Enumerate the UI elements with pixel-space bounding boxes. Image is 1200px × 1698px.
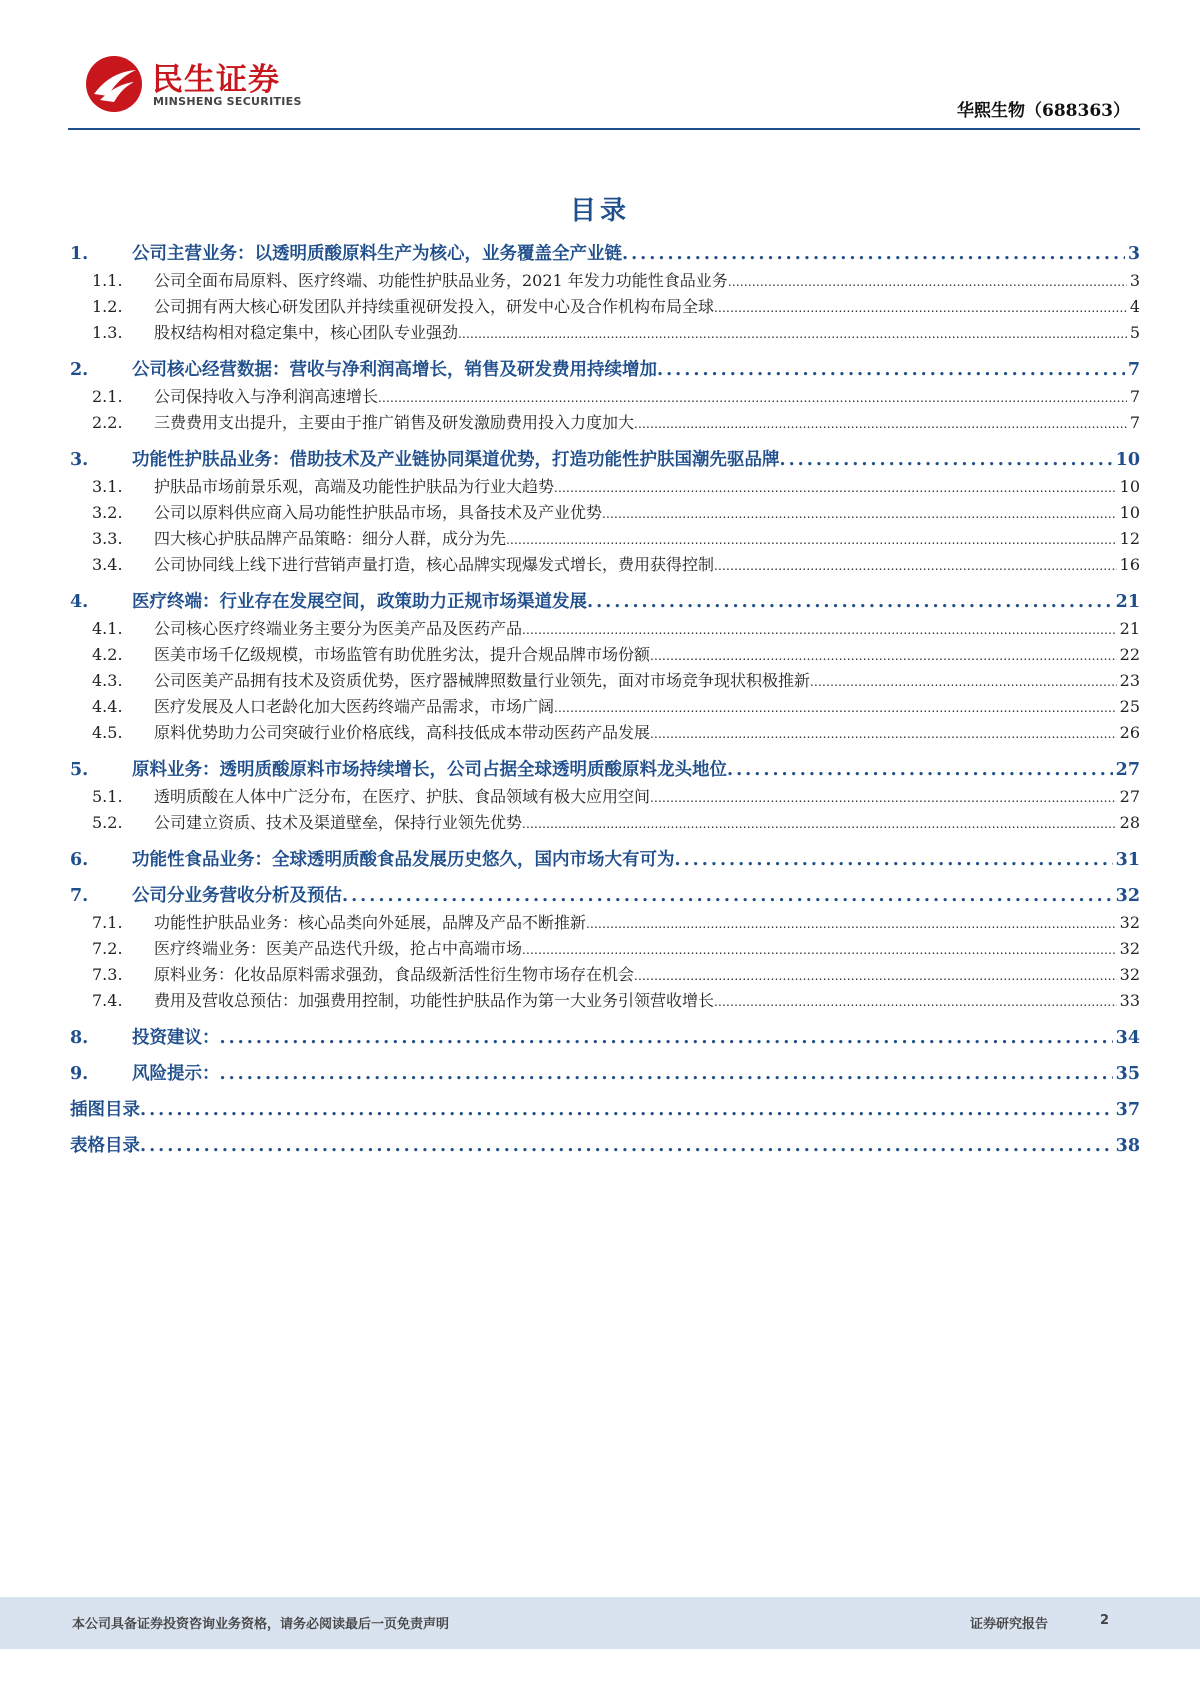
toc-subsection-number: 2.2.	[92, 413, 123, 432]
toc-section-entry[interactable]	[70, 1132, 1140, 1158]
toc-section-label: 公司主营业务：以透明质酸原料生产为核心，业务覆盖全产业链	[132, 244, 622, 264]
toc-subsection-page: 32	[1119, 965, 1140, 984]
toc-subsection-number: 4.2.	[92, 645, 123, 664]
toc-section-number: 3.	[70, 450, 89, 470]
toc-dot-leader	[378, 391, 1127, 405]
toc-subsection-number: 4.5.	[92, 723, 123, 742]
toc-section-number: 7.	[70, 886, 89, 906]
toc-subsection-page: 26	[1119, 723, 1140, 742]
toc-dot-leader	[714, 559, 1117, 573]
toc-section-page: 38	[1115, 1136, 1140, 1156]
toc-subsection-number: 7.2.	[92, 939, 123, 958]
toc-subsection-label: 公司协同线上线下进行营销声量打造，核心品牌实现爆发式增长，费用获得控制	[154, 555, 715, 574]
toc-section-label: 功能性护肤品业务：借助技术及产业链协同渠道优势，打造功能性护肤国潮先驱品牌	[132, 450, 780, 470]
toc-subsection-page: 12	[1119, 529, 1140, 548]
toc-dot-leader	[554, 481, 1117, 495]
toc-subsection-label: 原料优势助力公司突破行业价格底线，高科技低成本带动医药产品发展	[154, 723, 651, 742]
toc-dot-leader	[602, 507, 1117, 521]
toc-subsection-page: 27	[1119, 787, 1140, 806]
toc-section-number: 6.	[70, 850, 89, 870]
toc-dot-leader	[506, 533, 1117, 547]
toc-section-page: 27	[1115, 760, 1140, 780]
toc-section-number: 1.	[70, 244, 89, 264]
toc-section-label: 投资建议：	[132, 1028, 220, 1048]
toc-subsection-page: 10	[1119, 477, 1140, 496]
toc-section-page: 3	[1127, 244, 1140, 264]
toc-subsection-number: 4.4.	[92, 697, 123, 716]
toc-subsection-entry[interactable]	[92, 500, 1140, 526]
toc-subsection-entry[interactable]	[92, 474, 1140, 500]
toc-dot-leader	[522, 817, 1117, 831]
toc-subsection-label: 公司拥有两大核心研发团队并持续重视研发投入，研发中心及合作机构布局全球	[154, 297, 715, 316]
toc-section-entry[interactable]	[70, 240, 1140, 266]
toc-subsection-label: 护肤品市场前景乐观，高端及功能性护肤品为行业大趋势	[154, 477, 555, 496]
toc-subsection-label: 透明质酸在人体中广泛分布，在医疗、护肤、食品领域有极大应用空间	[154, 787, 651, 806]
toc-subsection-entry[interactable]	[92, 694, 1140, 720]
toc-dot-leader	[140, 1100, 1113, 1120]
logo-text-cn: 民生证券	[152, 62, 280, 98]
toc-subsection-page: 23	[1119, 671, 1140, 690]
toc-subsection-number: 1.2.	[92, 297, 123, 316]
toc-subsection-label: 原料业务：化妆品原料需求强劲，食品级新活性衍生物市场存在机会	[154, 965, 635, 984]
toc-dot-leader	[650, 727, 1117, 741]
toc-dot-leader	[522, 943, 1117, 957]
toc-subsection-number: 4.3.	[92, 671, 123, 690]
toc-section-entry[interactable]	[70, 1060, 1140, 1086]
page-header	[68, 50, 1140, 128]
toc-section-number: 4.	[70, 592, 89, 612]
toc-subsection-page: 4	[1129, 297, 1140, 316]
table-of-contents	[70, 240, 1140, 1160]
toc-subsection-page: 7	[1129, 413, 1140, 432]
toc-dot-leader	[458, 327, 1127, 341]
toc-section-entry[interactable]	[70, 588, 1140, 614]
toc-dot-leader	[586, 917, 1117, 931]
toc-subsection-number: 1.3.	[92, 323, 123, 342]
toc-section-page: 35	[1115, 1064, 1140, 1084]
toc-dot-leader	[650, 649, 1117, 663]
toc-subsection-number: 7.1.	[92, 913, 123, 932]
toc-subsection-label: 医疗发展及人口老龄化加大医药终端产品需求，市场广阔	[154, 697, 555, 716]
toc-subsection-label: 公司全面布局原料、医疗终端、功能性护肤品业务，2021 年发力功能性食品业务	[154, 271, 728, 290]
toc-subsection-entry[interactable]	[92, 384, 1140, 410]
toc-dot-leader	[810, 675, 1117, 689]
page-number: 2	[1100, 1613, 1110, 1628]
toc-subsection-page: 25	[1119, 697, 1140, 716]
toc-subsection-label: 公司以原料供应商入局功能性护肤品市场，具备技术及产业优势	[154, 503, 603, 522]
toc-dot-leader	[220, 1064, 1113, 1084]
toc-subsection-number: 7.3.	[92, 965, 123, 984]
toc-subsection-number: 5.1.	[92, 787, 123, 806]
toc-subsection-entry[interactable]	[92, 268, 1140, 294]
toc-subsection-entry[interactable]	[92, 988, 1140, 1014]
toc-section-label: 医疗终端：行业存在发展空间，政策助力正规市场渠道发展	[132, 592, 587, 612]
toc-subsection-entry[interactable]	[92, 810, 1140, 836]
toc-section-label: 插图目录	[70, 1100, 140, 1120]
toc-subsection-number: 3.1.	[92, 477, 123, 496]
toc-section-label: 原料业务：透明质酸原料市场持续增长，公司占据全球透明质酸原料龙头地位	[132, 760, 727, 780]
toc-dot-leader	[140, 1136, 1113, 1156]
toc-dot-leader	[727, 760, 1113, 780]
toc-dot-leader	[554, 701, 1117, 715]
toc-subsection-entry[interactable]	[92, 784, 1140, 810]
toc-dot-leader	[342, 886, 1113, 906]
toc-subsection-page: 22	[1119, 645, 1140, 664]
toc-dot-leader	[634, 417, 1127, 431]
toc-dot-leader	[650, 791, 1117, 805]
toc-subsection-page: 32	[1119, 939, 1140, 958]
toc-subsection-number: 4.1.	[92, 619, 123, 638]
toc-section-number: 5.	[70, 760, 89, 780]
toc-subsection-number: 7.4.	[92, 991, 123, 1010]
toc-dot-leader	[675, 850, 1113, 870]
toc-subsection-number: 3.4.	[92, 555, 123, 574]
toc-dot-leader	[728, 275, 1127, 289]
toc-subsection-label: 三费费用支出提升，主要由于推广销售及研发激励费用投入力度加大	[154, 413, 635, 432]
toc-section-number: 2.	[70, 360, 89, 380]
toc-section-entry[interactable]	[70, 756, 1140, 782]
logo-text-en: MINSHENG SECURITIES	[153, 95, 302, 108]
toc-subsection-number: 2.1.	[92, 387, 123, 406]
toc-subsection-page: 32	[1119, 913, 1140, 932]
toc-subsection-label: 公司建立资质、技术及渠道壁垒，保持行业领先优势	[154, 813, 523, 832]
toc-subsection-label: 公司医美产品拥有技术及资质优势，医疗器械牌照数量行业领先，面对市场竞争现状积极推新	[154, 671, 811, 690]
toc-subsection-page: 3	[1129, 271, 1140, 290]
toc-subsection-label: 四大核心护肤品牌产品策略：细分人群，成分为先	[154, 529, 507, 548]
toc-section-page: 34	[1115, 1028, 1140, 1048]
stock-name: 华熙生物（688363）	[957, 101, 1130, 121]
disclaimer-note: 本公司具备证券投资咨询业务资格，请务必阅读最后一页免责声明	[72, 1617, 450, 1632]
toc-subsection-entry[interactable]	[92, 552, 1140, 578]
toc-subsection-page: 7	[1129, 387, 1140, 406]
toc-subsection-label: 医疗终端业务：医美产品迭代升级，抢占中高端市场	[154, 939, 523, 958]
toc-dot-leader	[714, 301, 1127, 315]
toc-dot-leader	[714, 995, 1117, 1009]
toc-subsection-label: 医美市场千亿级规模，市场监管有助优胜劣汰，提升合规品牌市场份额	[154, 645, 651, 664]
toc-subsection-label: 费用及营收总预估：加强费用控制，功能性护肤品作为第一大业务引领营收增长	[154, 991, 715, 1010]
toc-subsection-label: 功能性护肤品业务：核心品类向外延展，品牌及产品不断推新	[154, 913, 587, 932]
toc-section-page: 21	[1115, 592, 1140, 612]
toc-subsection-page: 16	[1119, 555, 1140, 574]
toc-section-label: 风险提示：	[132, 1064, 220, 1084]
toc-title: 目录	[569, 196, 630, 226]
toc-dot-leader	[657, 360, 1125, 380]
minsheng-logo-icon	[84, 54, 144, 114]
toc-section-page: 31	[1115, 850, 1140, 870]
toc-section-entry[interactable]	[70, 1024, 1140, 1050]
toc-subsection-label: 股权结构相对稳定集中，核心团队专业强劲	[154, 323, 459, 342]
header-divider	[68, 128, 1140, 130]
toc-subsection-entry[interactable]	[92, 720, 1140, 746]
toc-section-number: 9.	[70, 1064, 89, 1084]
toc-dot-leader	[522, 623, 1117, 637]
toc-subsection-number: 5.2.	[92, 813, 123, 832]
toc-dot-leader	[587, 592, 1113, 612]
toc-section-page: 32	[1115, 886, 1140, 906]
toc-section-entry[interactable]	[70, 846, 1140, 872]
toc-subsection-entry[interactable]	[92, 616, 1140, 642]
toc-subsection-entry[interactable]	[92, 668, 1140, 694]
toc-dot-leader	[634, 969, 1117, 983]
toc-dot-leader	[780, 450, 1113, 470]
toc-section-entry[interactable]	[70, 356, 1140, 382]
toc-subsection-entry[interactable]	[92, 962, 1140, 988]
toc-subsection-entry[interactable]	[92, 936, 1140, 962]
toc-subsection-entry[interactable]	[92, 526, 1140, 552]
toc-section-entry[interactable]	[70, 882, 1140, 908]
toc-subsection-page: 5	[1129, 323, 1140, 342]
toc-subsection-entry[interactable]	[92, 642, 1140, 668]
toc-subsection-entry[interactable]	[92, 294, 1140, 320]
report-type: 证券研究报告	[970, 1617, 1049, 1632]
toc-subsection-entry[interactable]	[92, 410, 1140, 436]
toc-section-label: 公司核心经营数据：营收与净利润高增长，销售及研发费用持续增加	[132, 360, 657, 380]
toc-subsection-page: 10	[1119, 503, 1140, 522]
toc-subsection-page: 28	[1119, 813, 1140, 832]
toc-subsection-label: 公司保持收入与净利润高速增长	[154, 387, 379, 406]
toc-subsection-entry[interactable]	[92, 320, 1140, 346]
toc-section-label: 表格目录	[70, 1136, 140, 1156]
toc-section-number: 8.	[70, 1028, 89, 1048]
toc-subsection-entry[interactable]	[92, 910, 1140, 936]
toc-section-entry[interactable]	[70, 1096, 1140, 1122]
toc-subsection-label: 公司核心医疗终端业务主要分为医美产品及医药产品	[154, 619, 523, 638]
toc-section-page: 7	[1127, 360, 1140, 380]
toc-dot-leader	[220, 1028, 1113, 1048]
page-footer	[0, 1597, 1200, 1649]
toc-subsection-page: 21	[1119, 619, 1140, 638]
toc-subsection-number: 3.3.	[92, 529, 123, 548]
toc-subsection-number: 1.1.	[92, 271, 123, 290]
toc-section-label: 公司分业务营收分析及预估	[132, 886, 342, 906]
toc-section-page: 37	[1115, 1100, 1140, 1120]
toc-section-entry[interactable]	[70, 446, 1140, 472]
toc-subsection-number: 3.2.	[92, 503, 123, 522]
toc-subsection-page: 33	[1119, 991, 1140, 1010]
toc-section-label: 功能性食品业务：全球透明质酸食品发展历史悠久，国内市场大有可为	[132, 850, 675, 870]
toc-section-page: 10	[1115, 450, 1140, 470]
toc-dot-leader	[622, 244, 1125, 264]
